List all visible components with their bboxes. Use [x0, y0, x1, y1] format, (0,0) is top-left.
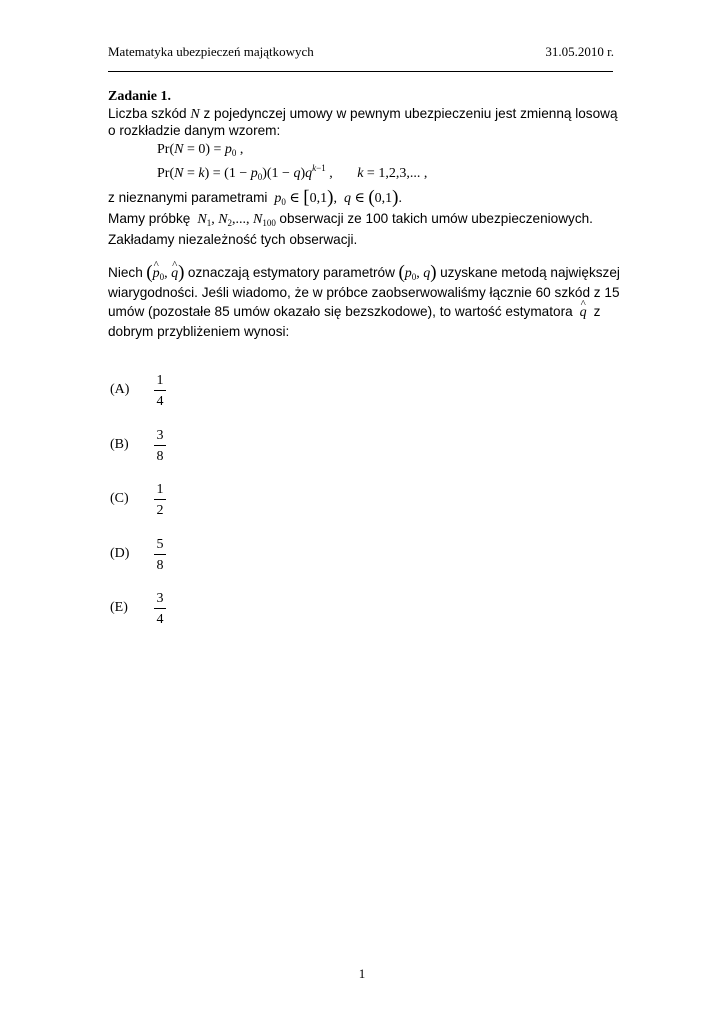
- header-rule: [108, 71, 613, 72]
- header-title: Matematyka ubezpieczeń majątkowych: [108, 44, 314, 59]
- estimator-mid: oznaczają estymatory parametrów: [187, 265, 395, 280]
- answer-a-fraction: [154, 372, 166, 410]
- independence-line: Zakładamy niezależność tych obserwacji.: [108, 232, 358, 247]
- answer-d-numerator: 5: [156, 537, 164, 552]
- answer-e-denominator: 4: [156, 612, 164, 627]
- answer-a-denominator: 4: [156, 394, 164, 409]
- answer-d-fraction: [154, 536, 166, 574]
- answer-d-label: (D): [110, 546, 130, 561]
- answer-c-numerator: 1: [156, 482, 164, 497]
- problem-line-1-post: z pojedynczej umowy w pewnym ubezpieczeniu jest zmienną losową: [199, 106, 618, 121]
- answer-e-fraction: [154, 590, 166, 628]
- paragraph-line-2: wiarygodności. Jeśli wiadomo, że w próbce zaobserwowaliśmy łącznie 60 szkód z 15: [108, 285, 620, 300]
- header-date: 31.05.2010 r.: [545, 44, 614, 59]
- answer-a-label: (A): [110, 382, 130, 397]
- q-hat-symbol: ^ q: [576, 305, 590, 320]
- paragraph-line-4: dobrym przybliżeniem wynosi:: [108, 324, 290, 339]
- paragraph-line-3-pre: umów (pozostałe 85 umów okazało się bezszkodowe), to wartość estymatora: [108, 304, 573, 319]
- sample-post: obserwacji ze 100 takich umów ubezpieczeniowych.: [279, 211, 593, 226]
- answer-b-fraction: [154, 427, 166, 465]
- params-line: [108, 188, 402, 207]
- answer-d-denominator: 8: [156, 558, 164, 573]
- niech-word: Niech: [108, 265, 143, 280]
- answer-b-denominator: 8: [156, 449, 164, 464]
- variable-n: N: [190, 107, 200, 122]
- sample-formula: $N_1$, $N_2$,..., $N_{100}$: [197, 212, 276, 228]
- page-number: 1: [358, 966, 366, 981]
- answer-c-fraction: [154, 481, 166, 519]
- paragraph-line-3: [108, 303, 600, 321]
- parameters-formula: ($p_0$, q): [398, 262, 437, 283]
- problem-line-1: [108, 105, 618, 123]
- problem-title: Zadanie 1.: [108, 89, 172, 104]
- estimators-formula: (^ $p_0$, ^ q): [146, 266, 184, 281]
- answer-c-label: (C): [110, 491, 129, 506]
- estimator-post: uzyskane metodą największej: [440, 265, 620, 280]
- answer-a-numerator: 1: [156, 373, 164, 388]
- problem-line-1-pre: Liczba szkód: [108, 106, 191, 121]
- formula-pr-n-0: $Pr(N = 0) = p_0$ ,: [157, 142, 244, 158]
- params-formula: $p_0$ ∈ [0,1), q ∈ (0,1).: [274, 187, 402, 208]
- params-prefix: z nieznanymi parametrami: [108, 190, 268, 205]
- formula-pr-n-k: $Pr(N = k) = (1 - p_0)(1 - q)q^{k-1}$ , k = 1,2,3,... ,: [157, 163, 428, 182]
- answer-c-denominator: 2: [156, 503, 164, 518]
- estimator-line: [108, 263, 620, 282]
- sample-pre: Mamy próbkę: [108, 211, 191, 226]
- answer-b-label: (B): [110, 437, 129, 452]
- answer-b-numerator: 3: [156, 428, 164, 443]
- answer-e-numerator: 3: [156, 591, 164, 606]
- paragraph-line-3-post: z: [593, 304, 601, 319]
- problem-line-2: o rozkładzie danym wzorem:: [108, 123, 281, 138]
- sample-line: [108, 210, 593, 228]
- answer-e-label: (E): [110, 600, 128, 615]
